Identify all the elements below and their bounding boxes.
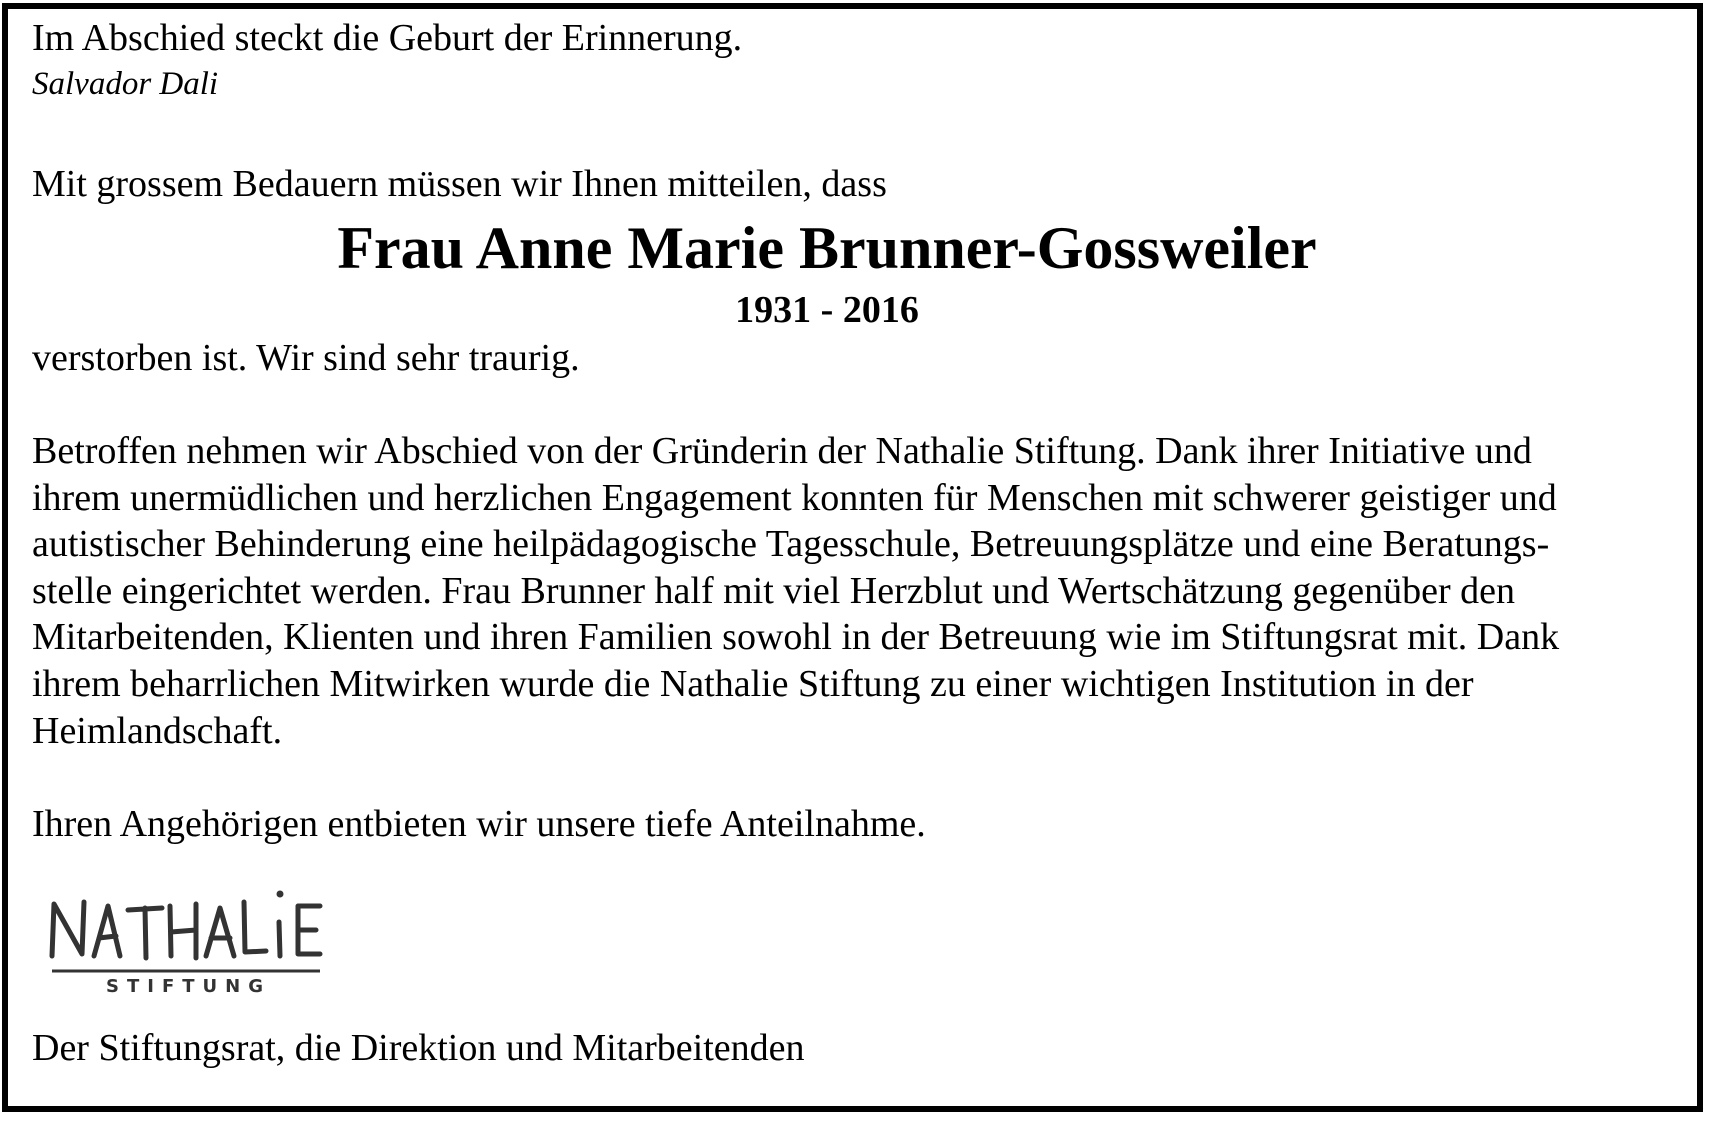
body-line: autistischer Behinderung eine heilpädagogische Tagesschule, Betreuungsplätze und eine Beratungs- bbox=[32, 523, 1550, 566]
after-name-text: verstorben ist. Wir sind sehr traurig. bbox=[32, 337, 580, 379]
body-paragraph bbox=[32, 428, 1682, 754]
condolence-text: Ihren Angehörigen entbieten wir unsere tiefe Anteilnahme. bbox=[32, 803, 926, 846]
quote-author: Salvador Dali bbox=[32, 66, 219, 102]
body-line: Heimlandschaft. bbox=[32, 709, 283, 752]
logo-graphic bbox=[44, 878, 344, 998]
intro-text: Mit grossem Bedauern müssen wir Ihnen mitteilen, dass bbox=[32, 163, 887, 205]
logo-subtitle: STIFTUNG bbox=[106, 976, 271, 998]
deceased-dates: 1931 - 2016 bbox=[735, 289, 919, 331]
signoff-text: Der Stiftungsrat, die Direktion und Mitarbeitenden bbox=[32, 1027, 805, 1070]
body-line: Betroffen nehmen wir Abschied von der Gründerin der Nathalie Stiftung. Dank ihrer Initiative und bbox=[32, 430, 1532, 472]
quote-text: Im Abschied steckt die Geburt der Erinnerung. bbox=[32, 17, 743, 59]
body-line: stelle eingerichtet werden. Frau Brunner half mit viel Herzblut und Wertschätzung gegenüber den bbox=[32, 569, 1516, 612]
spacer bbox=[32, 754, 1682, 800]
body-line: ihrem unermüdlichen und herzlichen Engagement konnten für Menschen mit schwerer geistiger und bbox=[32, 476, 1557, 519]
obituary-notice bbox=[32, 14, 1682, 1072]
body-line: Mitarbeitenden, Klienten und ihren Familien sowohl in der Betreuung wie im Stiftungsrat mit. Dank bbox=[32, 616, 1560, 659]
deceased-name: Frau Anne Marie Brunner-Gossweiler bbox=[337, 215, 1317, 281]
nathalie-stiftung-logo bbox=[44, 878, 344, 998]
body-line: ihrem beharrlichen Mitwirken wurde die Nathalie Stiftung zu einer wichtigen Institution in der bbox=[32, 662, 1474, 705]
spacer bbox=[32, 382, 1682, 428]
